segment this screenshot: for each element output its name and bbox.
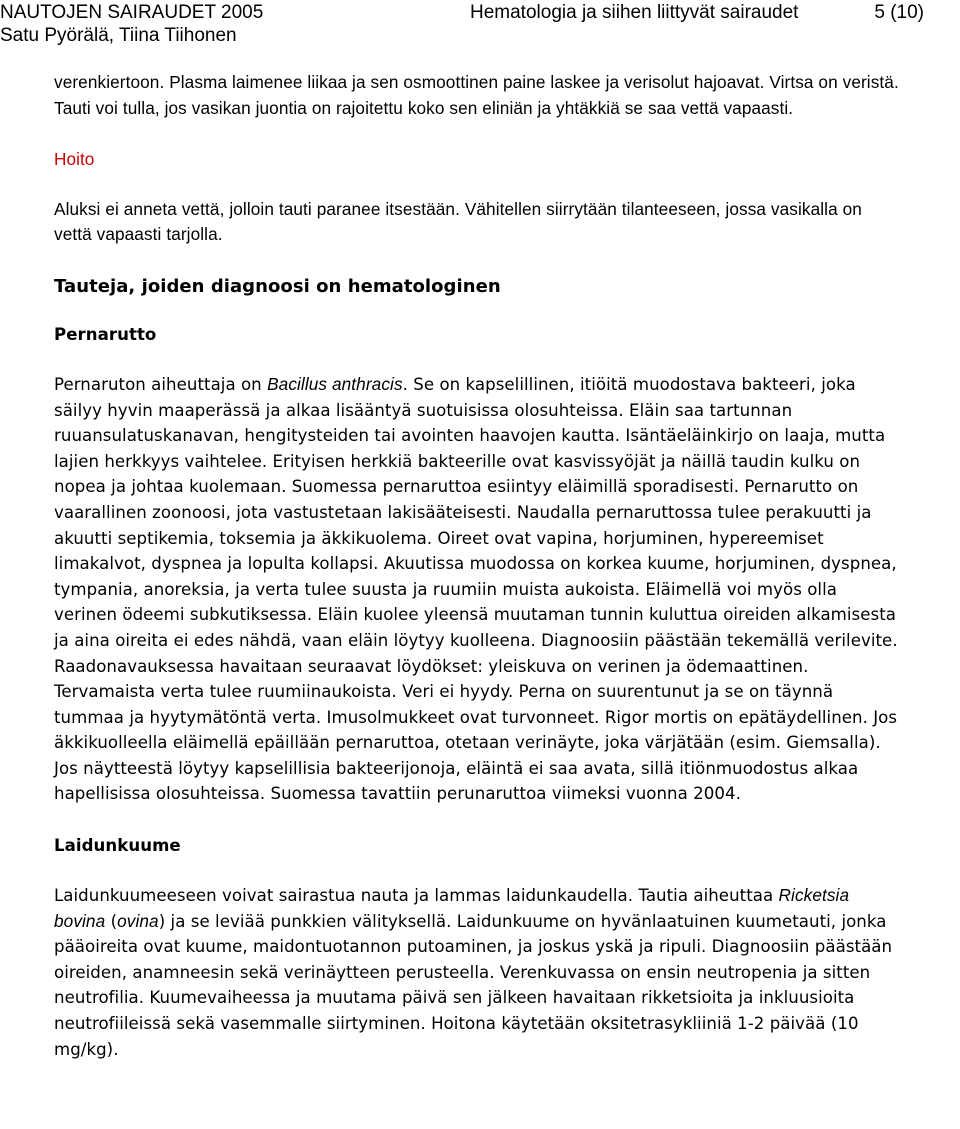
pernarutto-text-start: Pernaruton aiheuttaja on (54, 374, 268, 394)
laidunkuume-heading: Laidunkuume (54, 836, 181, 856)
course-title: NAUTOJEN SAIRAUDET 2005 (0, 2, 264, 23)
authors: Satu Pyörälä, Tiina Tiihonen (0, 25, 237, 46)
section-heading: Tauteja, joiden diagnoosi on hematologinen (54, 275, 501, 297)
chapter-title: Hematologia ja siihen liittyvät sairaudet (470, 2, 799, 23)
pernarutto-text-rest: . Se on kapselillinen, itiöitä muodostava bakteeri, joka säilyy hyvin maaperässä ja alkaa lisääntyä suotuisissa olosuhteissa. Eläin saa tartunnan ruuansulatuskanavan, hengitysteiden tai avointen haavojen kautta. Isäntäeläinkirjo on laaja, mutta lajien herkkyys vaihtelee. Erityisen herkkiä bakteerille ovat kasvissyöjät ja näillä taudin kulku on nopea ja johtaa kuolemaan. Suomessa pernaruttoa esiintyy eläimillä sporadisesti. Pernarutto on vaarallinen zoonoosi, jota vastustetaan lakisääteisesti. Naudalla pernaruttossa tulee perakuutti ja akuutti septikemia, toksemia ja äkkikuolema. Oireet ovat vapina, horjuminen, hypereemiset limakalvot, dyspnea ja lopulta kollapsi. Akuutissa muodossa on korkea kuume, horjuminen, dyspnea, tympania, anoreksia, ja verta tulee suusta ja ruumiin muista aukoista. Eläimellä voi myös olla verinen ödeemi subkutiksessa. Eläin kuolee yleensä muutaman tunnin kuluttua oireiden alkamisesta ja aina oireita ei edes nähdä, vaan eläin löytyy kuolleena. Diagnoosiin päästään tekemällä verilevite. Raadonavauksessa havaitaan seuraavat löydökset: yleiskuva on verinen ja ödemaattinen. Tervamaista verta tulee ruumiinaukoista. Veri ei hyydy. Perna on suurentunut ja se on täynnä tummaa ja hyytymätöntä verta. Imusolmukkeet ovat turvonneet. Rigor mortis on epätäydellinen. Jos äkkikuolleella eläimellä epäillään pernaruttoa, otetaan verinäyte, joka värjätään (esim. Giemsalla). Jos näytteestä löytyy kapselillisia bakteerijonoja, eläintä ei saa avata, sillä itiönmuodostus alkaa hapellisissa olosuhteissa. Suomessa tavattiin perunaruttoa viimeksi vuonna 2004. (54, 374, 898, 804)
intro-paragraph: verenkiertoon. Plasma laimenee liikaa ja sen osmoottinen paine laskee ja verisolut hajoavat. Virtsa on veristä. Tauti voi tulla, jos vasikan juontia on rajoitettu koko sen eliniän ja yhtäkkiä se saa vettä vapaasti. (54, 72, 899, 118)
pathogen-name: Bacillus anthracis (267, 373, 403, 394)
pathogen-name-ovina: ovina (117, 910, 159, 931)
pathogen-name-bovina: Ricketsia bovina (54, 885, 850, 931)
laidunkuume-text-rest: ) ja se leviää punkkien välityksellä. Laidunkuume on hyvänlaatuinen kuumetauti, jonka pääoireita ovat kuume, maidontuotannon putoaminen, ja joskus yskä ja ripuli. Diagnoosiin päästään oireiden, anamneesin sekä verinäytteen perusteella. Verenkuvassa on ensin neutropenia ja sitten neutrofilia. Kuumevaiheessa ja muutama päivä sen jälkeen havaitaan rikketsioita ja inkluusioita neutrofiileissä sekä vasemmalle siirtyminen. Hoitona käytetään oksitetrasykliiniä 1-2 päivää (10 mg/kg). (54, 911, 893, 1059)
page-number: 5 (10) (874, 2, 924, 23)
document-body (54, 70, 902, 1062)
laidunkuume-paragraph (54, 883, 902, 1062)
page-header (0, 0, 960, 48)
pernarutto-paragraph (54, 372, 902, 807)
laidunkuume-text-start: Laidunkuumeeseen voivat sairastua nauta ja lammas laidunkaudella. Tautia aiheuttaa (54, 886, 779, 906)
hoito-paragraph: Aluksi ei anneta vettä, jolloin tauti paranee itsestään. Vähitellen siirrytään tilanteeseen, jossa vasikalla on vettä vapaasti tarjolla. (54, 198, 862, 245)
hoito-heading: Hoito (54, 149, 95, 170)
paren-open: ( (105, 911, 118, 931)
pernarutto-heading: Pernarutto (54, 324, 157, 344)
